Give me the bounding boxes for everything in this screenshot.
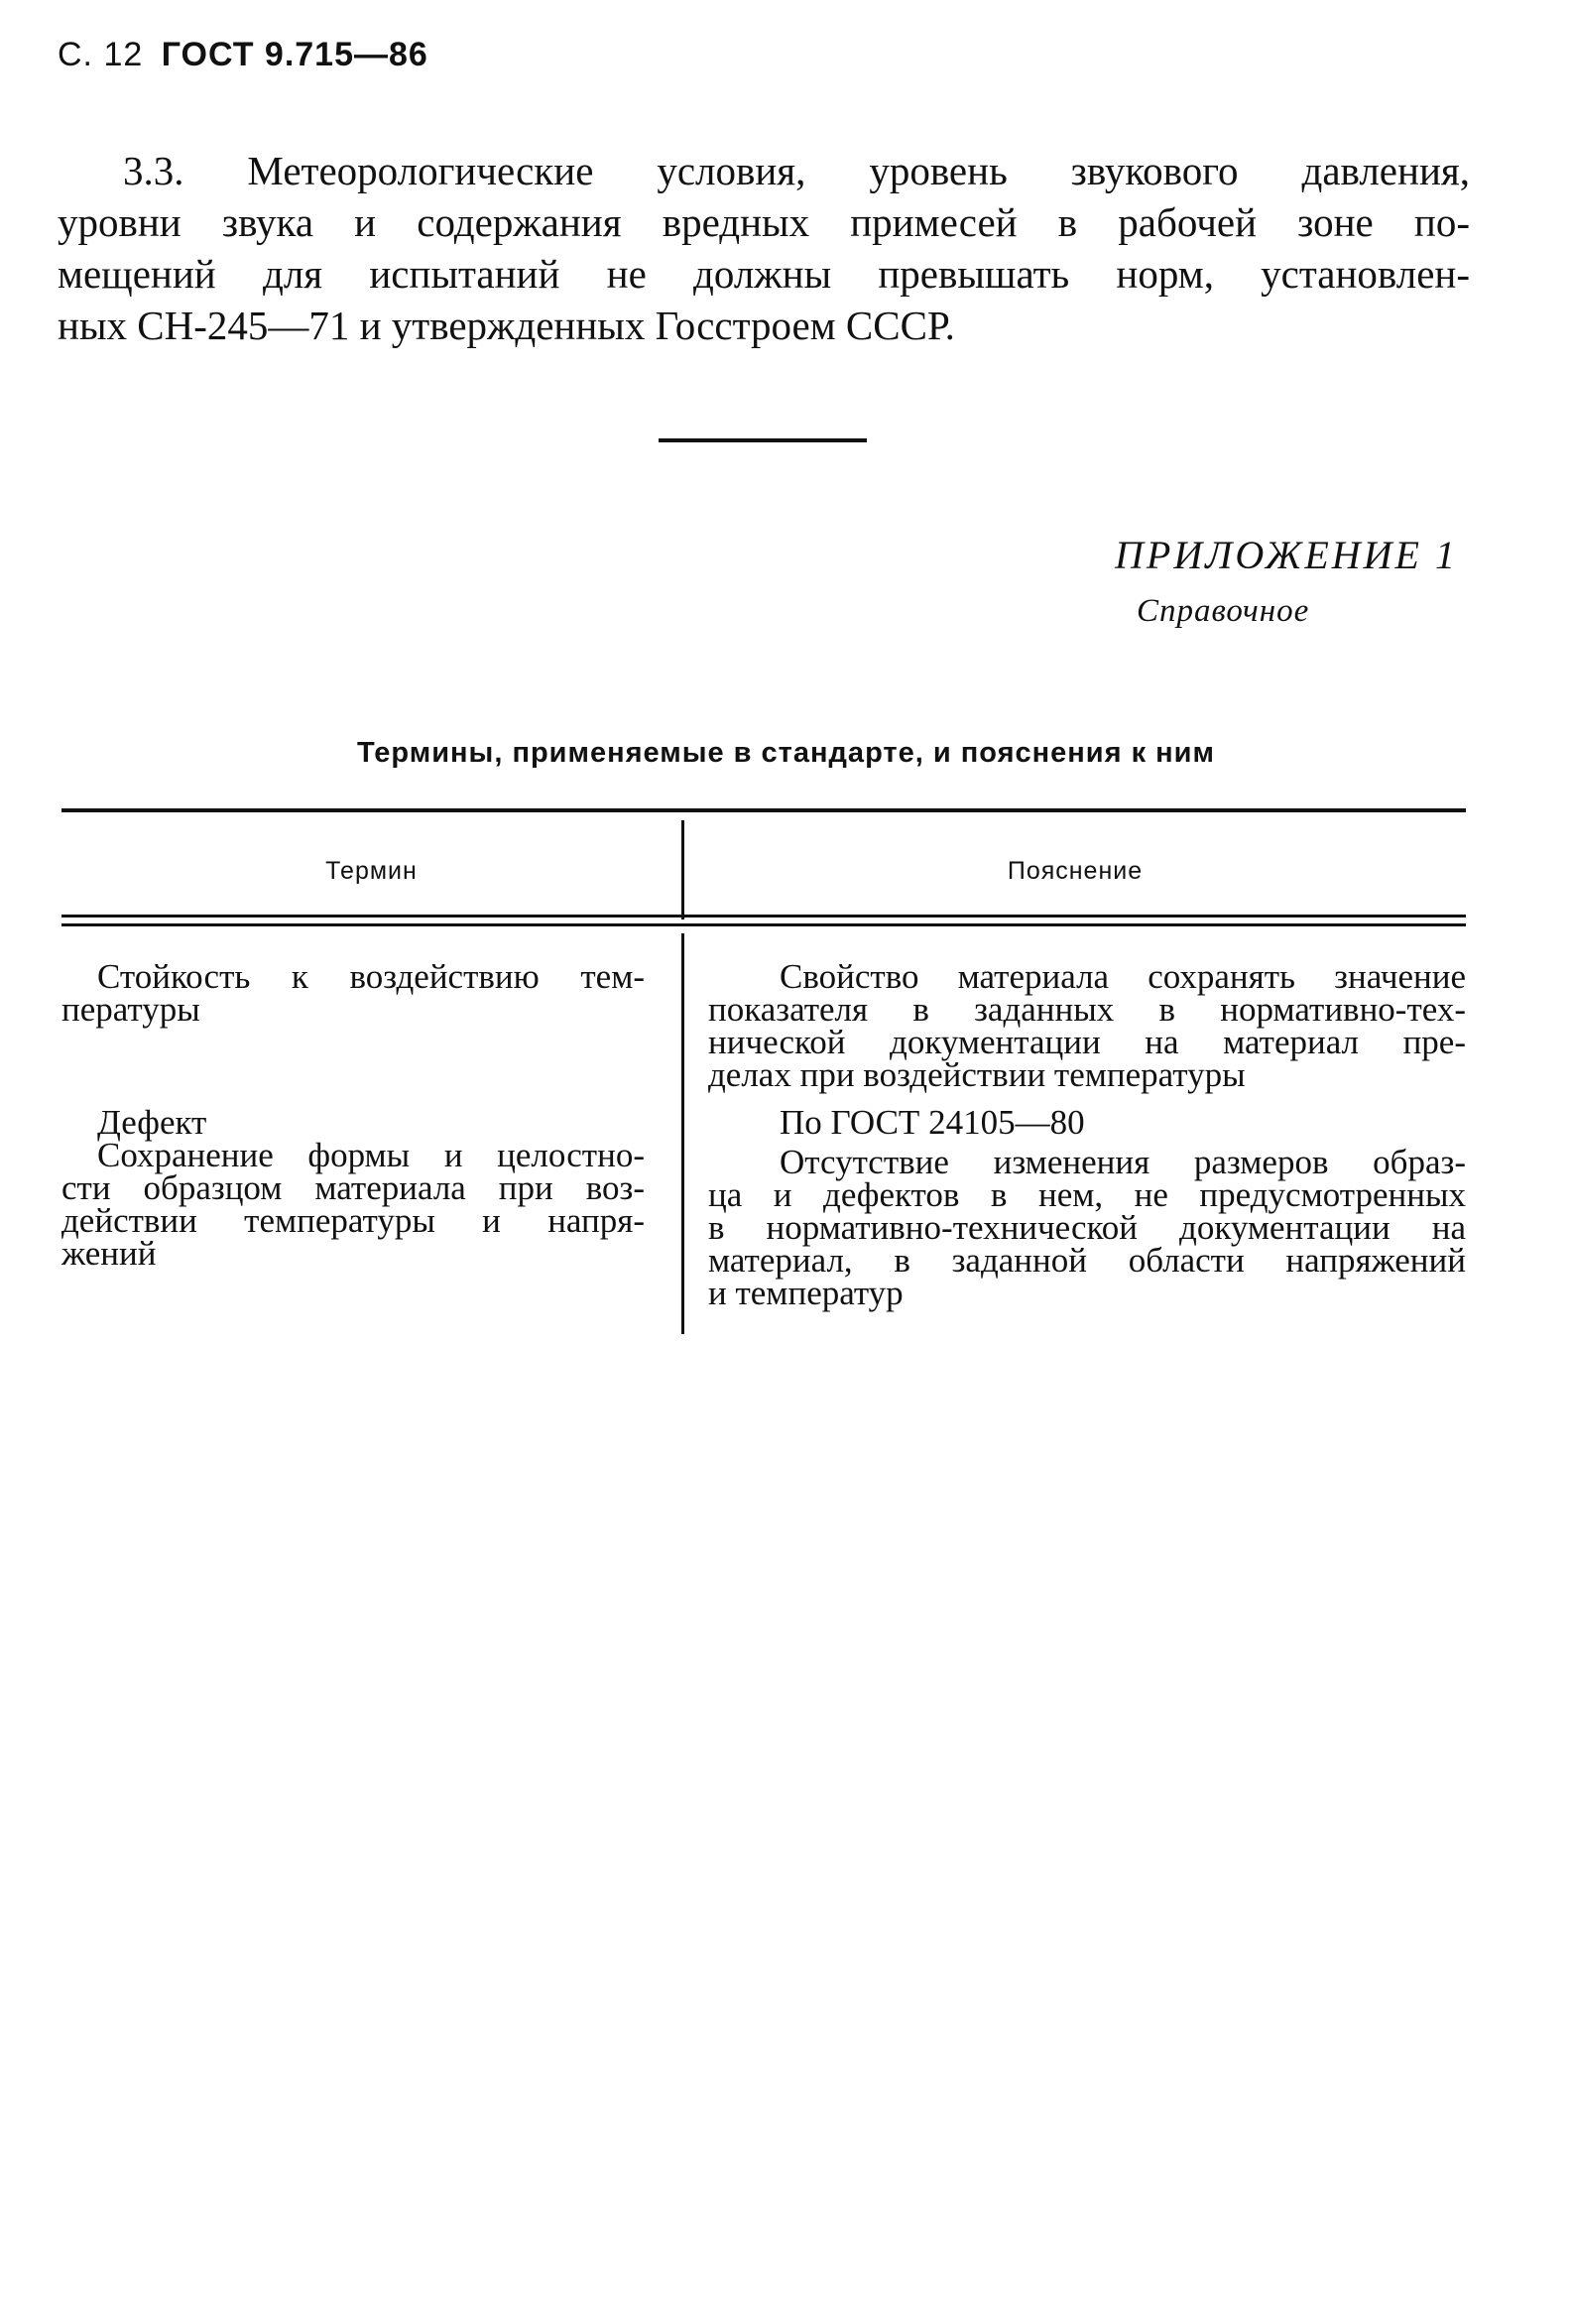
explanation-line: ца и дефектов в нем, не предусмотренных [708,1175,1466,1214]
intro-line: мещений для испытаний не должны превышать норм, установлен- [58,251,1470,297]
table-row-2-term [61,1103,645,1142]
section-divider [659,438,867,442]
term-line: Стойкость к воздействию тем- [97,957,645,996]
terms-table [61,808,1466,1334]
term-line: жений [61,1234,157,1273]
table-caption: Термины, применяемые в стандарте, и пояснения к ним [357,737,1215,769]
table-row-1-term [61,957,645,1029]
intro-line: уровни звука и содержания вредных примесей в рабочей зоне по- [58,199,1470,245]
table-row-1-explanation [708,957,1466,1094]
explanation-line: Свойство материала сохранять значение [780,957,1466,996]
explanation-line: нической документации на материал пре- [708,1023,1466,1061]
header-bottom-rule [61,915,1466,917]
term-line: пературы [61,990,200,1029]
explanation-line: материал, в заданной области напряжений [708,1241,1466,1280]
intro-line: ных СН-245—71 и утвержденных Госстроем СССР. [58,303,955,348]
table-row-3-term [61,1136,645,1273]
explanation-line: По ГОСТ 24105—80 [780,1103,1085,1142]
header-bottom-rule-double [61,923,1466,926]
intro-line: 3.3. Метеорологические условия, уровень звукового давления, [123,148,1470,193]
term-line: сти образцом материала при воз- [61,1168,645,1207]
appendix-subtitle: Справочное [1137,593,1310,629]
table-row-3-explanation [708,1143,1466,1312]
table-top-rule [61,808,1466,812]
page-number: С. 12 [58,36,144,73]
appendix-title: ПРИЛОЖЕНИЕ 1 [1115,533,1458,577]
intro-paragraph [58,145,1470,351]
column-header-term: Термин [325,857,418,885]
explanation-line: делах при воздействии температуры [708,1055,1246,1094]
explanation-line: показателя в заданных в нормативно-тех- [708,990,1466,1029]
term-line: Сохранение формы и целостно- [97,1136,645,1174]
table-row-2-explanation [744,1103,1466,1142]
term-line: действии температуры и напря- [61,1201,645,1240]
term-line: Дефект [97,1103,207,1142]
page-header [58,36,428,74]
explanation-line: и температур [708,1274,904,1312]
explanation-line: Отсутствие изменения размеров образ- [780,1143,1466,1181]
explanation-line: в нормативно-технической документации на [708,1208,1466,1247]
standard-code: ГОСТ 9.715—86 [161,36,428,73]
body-column-divider [681,933,684,1334]
column-header-explanation: Пояснение [1007,857,1144,885]
